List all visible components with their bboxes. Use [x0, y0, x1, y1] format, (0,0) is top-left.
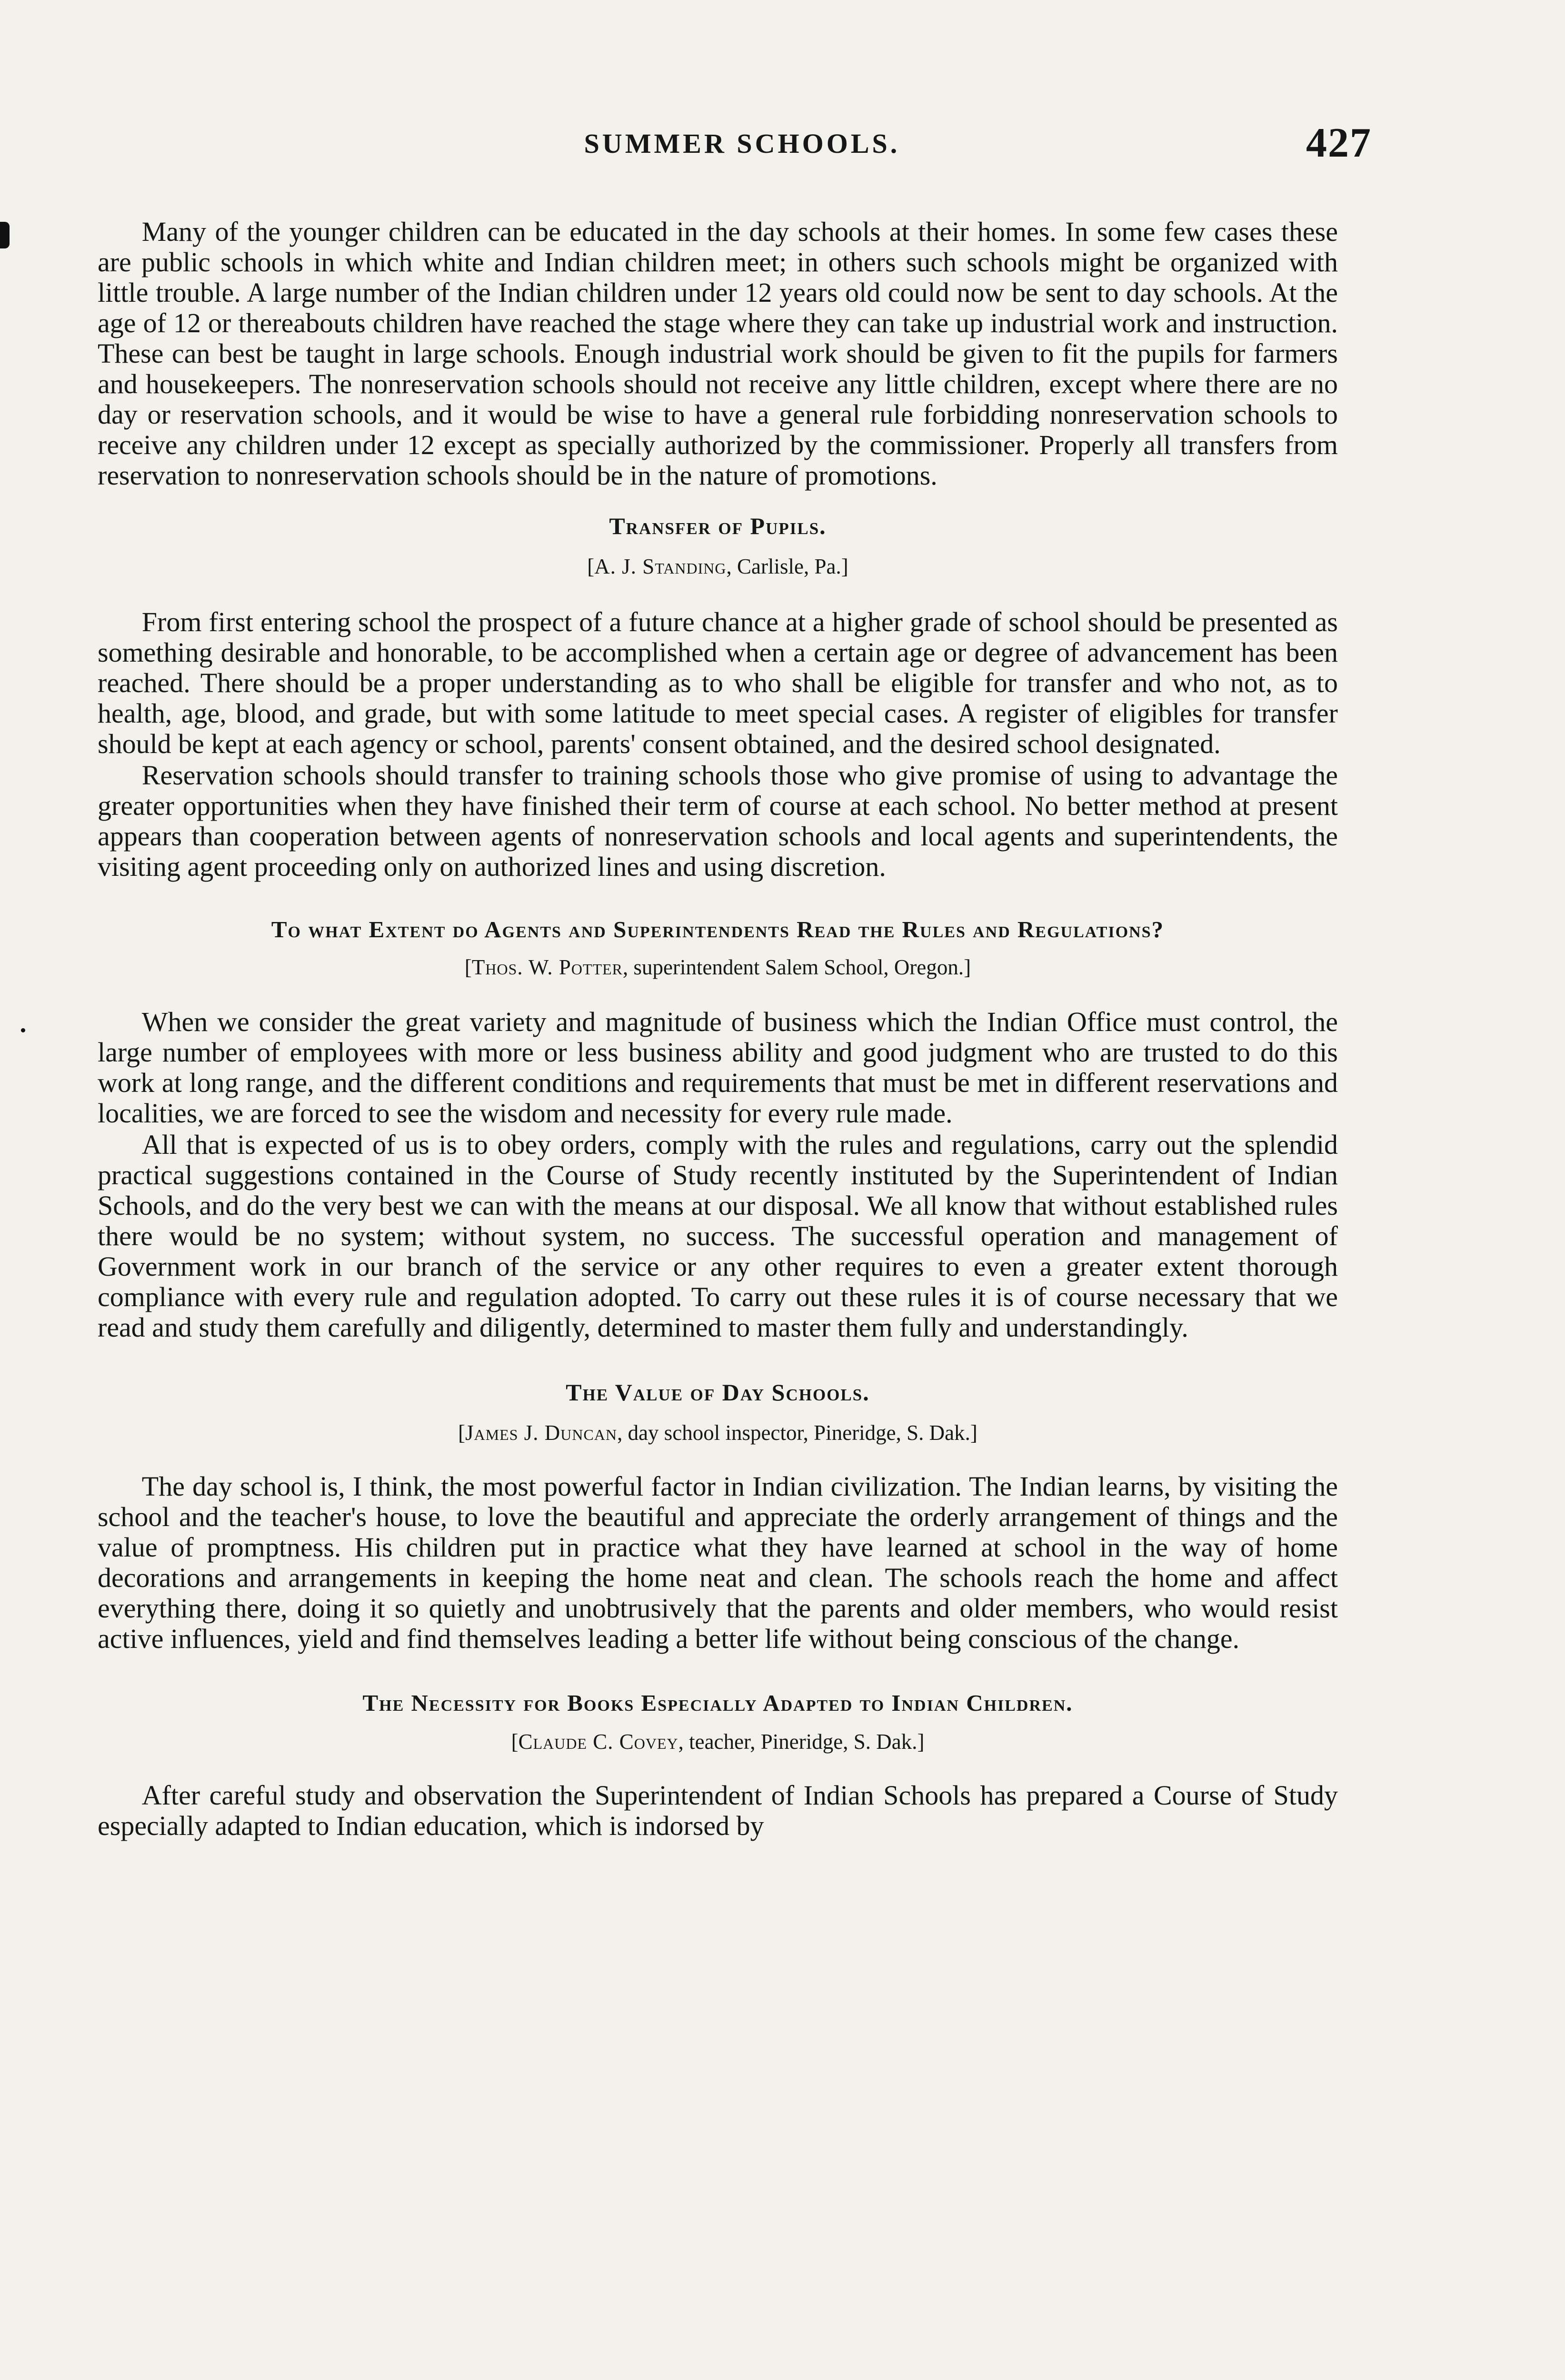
- section-intro: [98, 217, 1338, 491]
- attribution: [98, 954, 1338, 980]
- author-name: James J. Duncan: [465, 1420, 618, 1445]
- section-title: Transfer of Pupils.: [609, 513, 827, 539]
- paragraph: Reservation schools should transfer to training schools those who give promise of using to advantage the greater opportunities when they have finished their term of course at each school. No better method at present appears than cooperation between agents of nonreservation schools and local agents and superintendents, the visiting agent proceeding only on authorized lines and using discretion.: [98, 760, 1338, 882]
- paragraph: When we consider the great variety and magnitude of business which the Indian Office must control, the large number of employees with more or less business ability and good judgment who are trusted to do this work at long range, and the different conditions and requirements that must be met in different reservations and localities, we are forced to see the wisdom and necessity for every rule made.: [98, 1006, 1338, 1129]
- attribution: [98, 1420, 1338, 1446]
- paragraph: All that is expected of us is to obey orders, comply with the rules and regulations, carry out the splendid practical suggestions contained in the Course of Study recently instituted by the Superintendent of Indian Schools, and do the very best we can with the means at our disposal. We all know that without established rules there would be no system; without system, no success. The successful operation and management of Government work in our branch of the service or any other requires to even a greater extent thorough compliance with every rule and regulation adopted. To carry out these rules it is of course necessary that we read and study them carefully and diligently, determined to master them fully and understandingly.: [98, 1129, 1338, 1343]
- attribution: [98, 1729, 1338, 1755]
- section-title: To what Extent do Agents and Superintendents Read the Rules and Regulations?: [271, 916, 1165, 942]
- attribution-rest: , day school inspector, Pineridge, S. Dak.]: [617, 1420, 977, 1445]
- section-title: The Necessity for Books Especially Adapted to Indian Children.: [362, 1689, 1073, 1716]
- running-title: SUMMER SCHOOLS.: [584, 128, 900, 159]
- author-name: Claude C. Covey: [518, 1729, 678, 1754]
- attribution-open: [: [587, 555, 595, 578]
- section-transfer-of-pupils: [98, 512, 1338, 882]
- page-content: [98, 217, 1338, 1841]
- paragraph: The day school is, I think, the most powerful factor in Indian civilization. The Indian learns, by visiting the school and the teacher's house, to love the beautiful and appreciate the orderly arrangement of things and the value of promptness. His children put in practice what they have learned at school in the way of home decorations and arrangements in keeping the home neat and clean. The schools reach the home and affect everything there, doing it so quietly and unobtrusively that the parents and older members, who would resist active influences, yield and find themselves leading a better life without being conscious of the change.: [98, 1470, 1338, 1654]
- section-body: [98, 1780, 1338, 1841]
- running-head: [124, 120, 1372, 166]
- attribution-open: [: [464, 955, 472, 979]
- attribution-rest: , teacher, Pineridge, S. Dak.]: [678, 1729, 925, 1754]
- paragraph: After careful study and observation the Superintendent of Indian Schools has prepared a Course of Study especially adapted to Indian education, which is indorsed by: [98, 1779, 1338, 1841]
- section-body: [98, 607, 1338, 882]
- margin-speck: [21, 1028, 25, 1032]
- paragraph: From first entering school the prospect of a future chance at a higher grade of school should be presented as something desirable and honorable, to be accomplished when a certain age or degree of advancement has been reached. There should be a proper understanding as to who shall be eligible for transfer and who not, as to health, age, blood, and grade, but with some latitude to meet special cases. A register of eligibles for transfer should be kept at each agency or school, parents' consent obtained, and the desired school designated.: [98, 606, 1338, 759]
- section-body: [98, 1471, 1338, 1654]
- page-number: 427: [1306, 120, 1372, 166]
- section-rules-and-regulations: [98, 916, 1338, 1343]
- section-books-for-indian-children: [98, 1689, 1338, 1841]
- attribution: [98, 554, 1338, 579]
- author-name: Thos. W. Potter: [471, 955, 623, 979]
- attribution-rest: , Carlisle, Pa.]: [726, 555, 848, 578]
- paragraph: Many of the younger children can be educated in the day schools at their homes. In some few cases these are public schools in which white and Indian children meet; in others such schools might be organized with little trouble. A large number of the Indian children under 12 years old could now be sent to day schools. At the age of 12 or thereabouts children have reached the stage where they can take up industrial work and instruction. These can best be taught in large schools. Enough industrial work should be given to fit the pupils for farmers and housekeepers. The nonreservation schools should not receive any little children, except where there are no day or reservation schools, and it would be wise to have a general rule forbidding nonreservation schools to receive any children under 12 except as specially authorized by the commissioner. Properly all transfers from reservation to nonreservation schools should be in the nature of promotions.: [98, 216, 1338, 491]
- section-value-of-day-schools: [98, 1378, 1338, 1654]
- margin-mark: [0, 222, 10, 248]
- author-name: A. J. Standing: [594, 555, 727, 578]
- section-body: [98, 1007, 1338, 1343]
- attribution-open: [: [511, 1729, 518, 1754]
- section-title: The Value of Day Schools.: [566, 1378, 870, 1406]
- attribution-rest: , superintendent Salem School, Oregon.]: [623, 955, 971, 979]
- attribution-open: [: [458, 1420, 466, 1445]
